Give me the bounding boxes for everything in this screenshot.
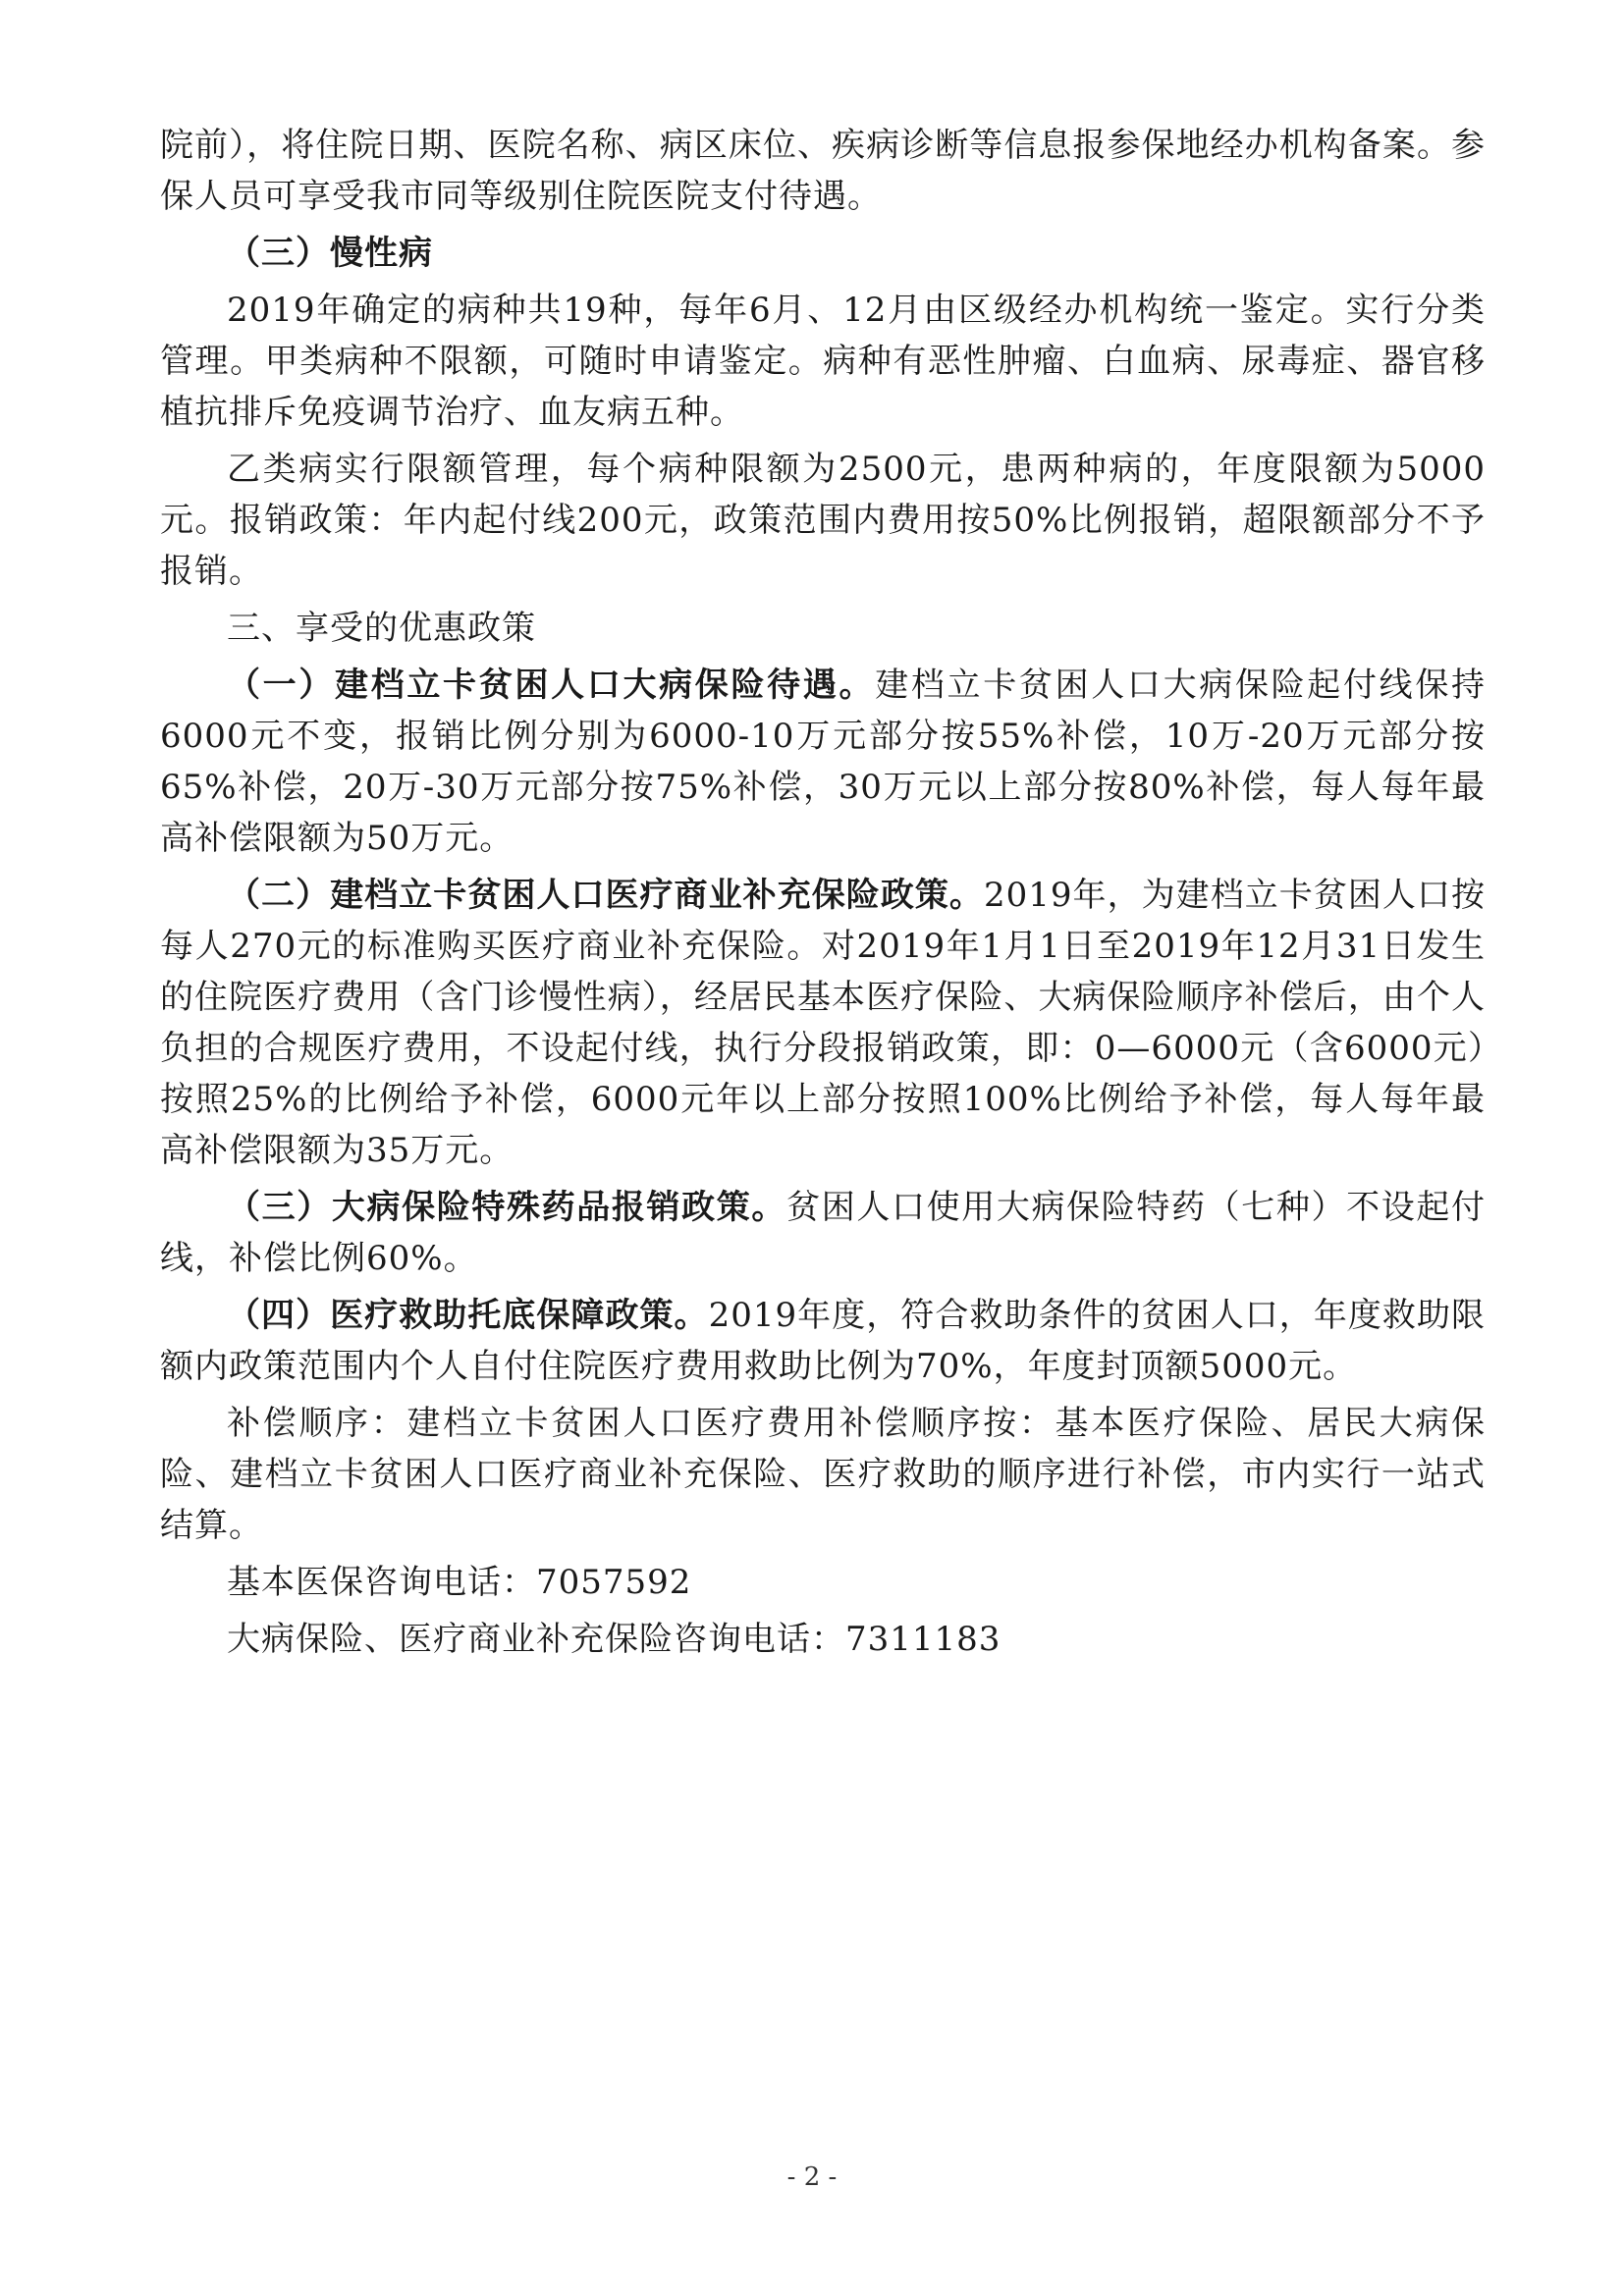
text-special-drugs: 贫困人口使用大病保险特药（七种）不设起付线，补偿比例60%。 (160, 1188, 1487, 1278)
document-body (160, 120, 1486, 1665)
paragraph-special-drugs (160, 1182, 1486, 1284)
paragraph-medical-assistance (160, 1290, 1486, 1392)
paragraph-hospital-filing: 院前），将住院日期、医院名称、病区床位、疾病诊断等信息报参保地经办机构备案。参保人员可享受我市同等级别住院医院支付待遇。 (160, 126, 1486, 216)
paragraph-chronic-type-a: 2019年确定的病种共19种，每年6月、12月由区级经办机构统一鉴定。实行分类管理。甲类病种不限额，可随时申请鉴定。病种有恶性肿瘤、白血病、尿毒症、器官移植抗排斥免疫调节治疗、血友病五种。 (160, 291, 1486, 432)
subheading-medical-assistance: （四）医疗救助托底保障政策。 (227, 1296, 709, 1335)
text-commercial-supplementary-insurance: 2019年，为建档立卡贫困人口按每人270元的标准购买医疗商业补充保险。对2019年1月1日至2019年12月31日发生的住院医疗费用（含门诊慢性病），经居民基本医疗保险、大病保险顺序补偿后，由个人负担的合规医疗费用，不设起付线，执行分段报销政策，即：0—6000元（含6000元）按照25%的比例给予补偿，6000元年以上部分按照100%比例给予补偿，每人每年最高补偿限额为35万元。 (160, 876, 1486, 1170)
heading-chronic-disease: （三）慢性病 (227, 234, 433, 273)
paragraph-compensation-order: 补偿顺序：建档立卡贫困人口医疗费用补偿顺序按：基本医疗保险、居民大病保险、建档立卡贫困人口医疗商业补充保险、医疗救助的顺序进行补偿，市内实行一站式结算。 (160, 1404, 1486, 1545)
page-number: - 2 - (786, 2163, 838, 2192)
paragraph-serious-illness-phone: 大病保险、医疗商业补充保险咨询电话：7311183 (227, 1620, 1001, 1659)
paragraph-basic-insurance-phone: 基本医保咨询电话：7057592 (227, 1563, 692, 1602)
subheading-serious-illness-insurance: （一）建档立卡贫困人口大病保险待遇。 (227, 666, 876, 705)
paragraph-chronic-type-b: 乙类病实行限额管理，每个病种限额为2500元，患两种病的，年度限额为5000元。报销政策：年内起付线200元，政策范围内费用按50%比例报销，超限额部分不予报销。 (160, 450, 1486, 591)
subheading-commercial-supplementary-insurance: （二）建档立卡贫困人口医疗商业补充保险政策。 (227, 876, 984, 915)
paragraph-commercial-supplementary-insurance (160, 870, 1486, 1176)
subheading-special-drugs: （三）大病保险特殊药品报销政策。 (227, 1188, 787, 1227)
text-medical-assistance: 2019年度，符合救助条件的贫困人口，年度救助限额内政策范围内个人自付住院医疗费用救助比例为70%，年度封顶额5000元。 (160, 1296, 1486, 1386)
text-serious-illness-insurance: 建档立卡贫困人口大病保险起付线保持6000元不变，报销比例分别为6000-10万元部分按55%补偿，10万-20万元部分按65%补偿，20万-30万元部分按75%补偿，30万元以上部分按80%补偿，每人每年最高补偿限额为50万元。 (160, 666, 1487, 858)
paragraph-serious-illness-insurance (160, 660, 1486, 864)
heading-preferential-policies: 三、享受的优惠政策 (227, 609, 536, 648)
